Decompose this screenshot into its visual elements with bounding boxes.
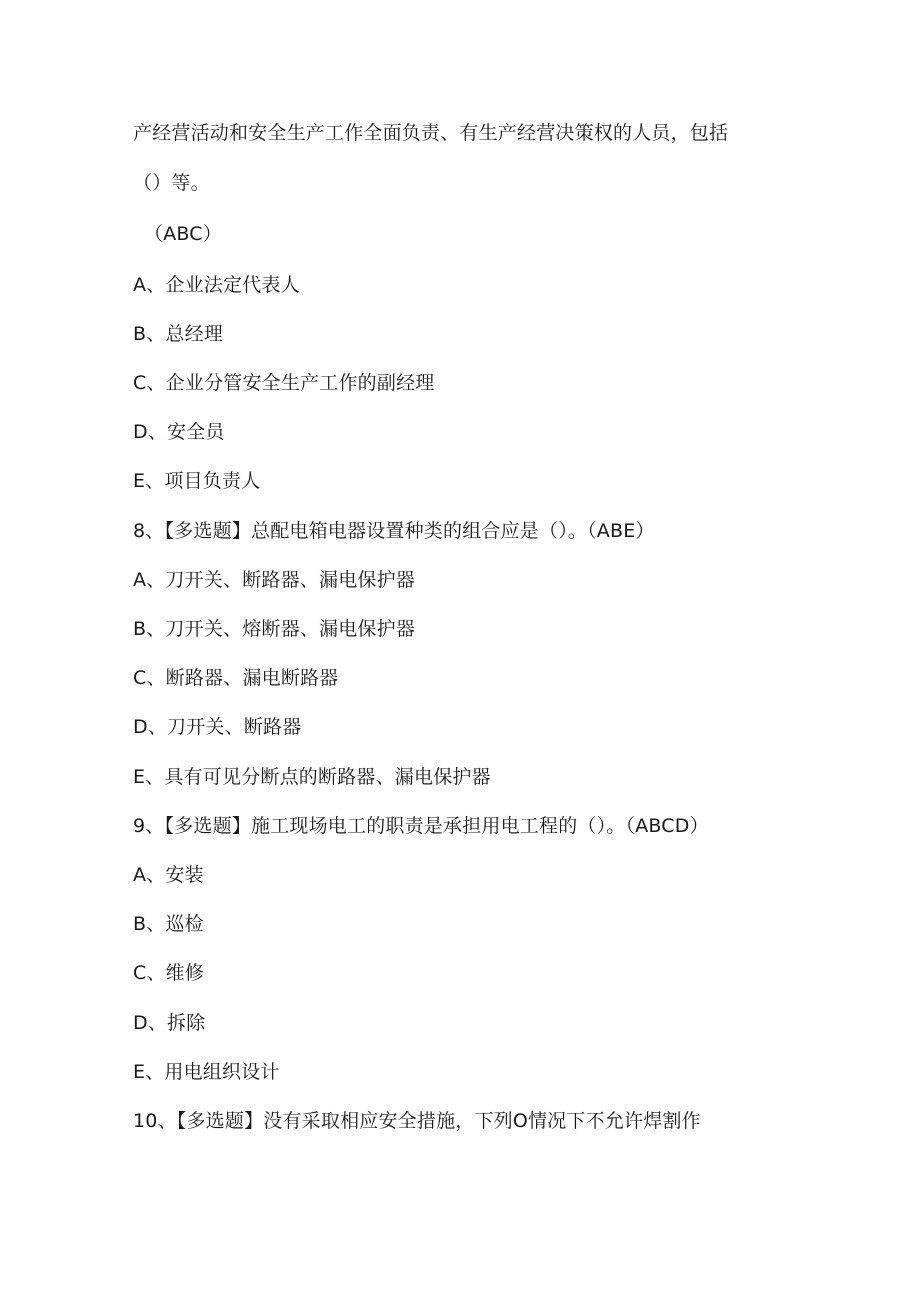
- question-7-option-a: A、企业法定代表人: [133, 274, 300, 296]
- question-8-option-b: B、刀开关、熔断器、漏电保护器: [133, 618, 416, 640]
- question-9-option-b: B、巡检: [133, 913, 204, 935]
- question-7-answer: （ABC）: [144, 223, 222, 245]
- question-8-option-a: A、刀开关、断路器、漏电保护器: [133, 569, 415, 591]
- question-9-stem: 9、【多选题】施工现场电工的职责是承担用电工程的（）。（ABCD）: [133, 815, 709, 837]
- question-8-option-d: D、刀开关、断路器: [133, 716, 302, 738]
- question-8-option-c: C、断路器、漏电断路器: [133, 667, 339, 689]
- question-9-option-a: A、安装: [133, 864, 204, 886]
- question-7-option-b: B、总经理: [133, 323, 224, 345]
- question-9-option-e: E、用电组织设计: [133, 1061, 280, 1083]
- question-7-option-c: C、企业分管安全生产工作的副经理: [133, 372, 435, 394]
- question-7-tail: （）等。: [133, 172, 210, 194]
- question-7-option-d: D、安全员: [133, 421, 225, 443]
- question-10-stem: 10、【多选题】没有采取相应安全措施，下列O情况下不允许焊割作: [133, 1110, 701, 1132]
- question-8-option-e: E、具有可见分断点的断路器、漏电保护器: [133, 766, 491, 788]
- question-9-option-d: D、拆除: [133, 1012, 206, 1034]
- question-8-stem: 8、【多选题】总配电箱电器设置种类的组合应是（）。（ABE）: [133, 520, 655, 542]
- question-9-option-c: C、维修: [133, 962, 205, 984]
- question-7-continuation: 产经营活动和安全生产工作全面负责、有生产经营决策权的人员，包括: [133, 122, 729, 144]
- question-7-option-e: E、项目负责人: [133, 470, 261, 492]
